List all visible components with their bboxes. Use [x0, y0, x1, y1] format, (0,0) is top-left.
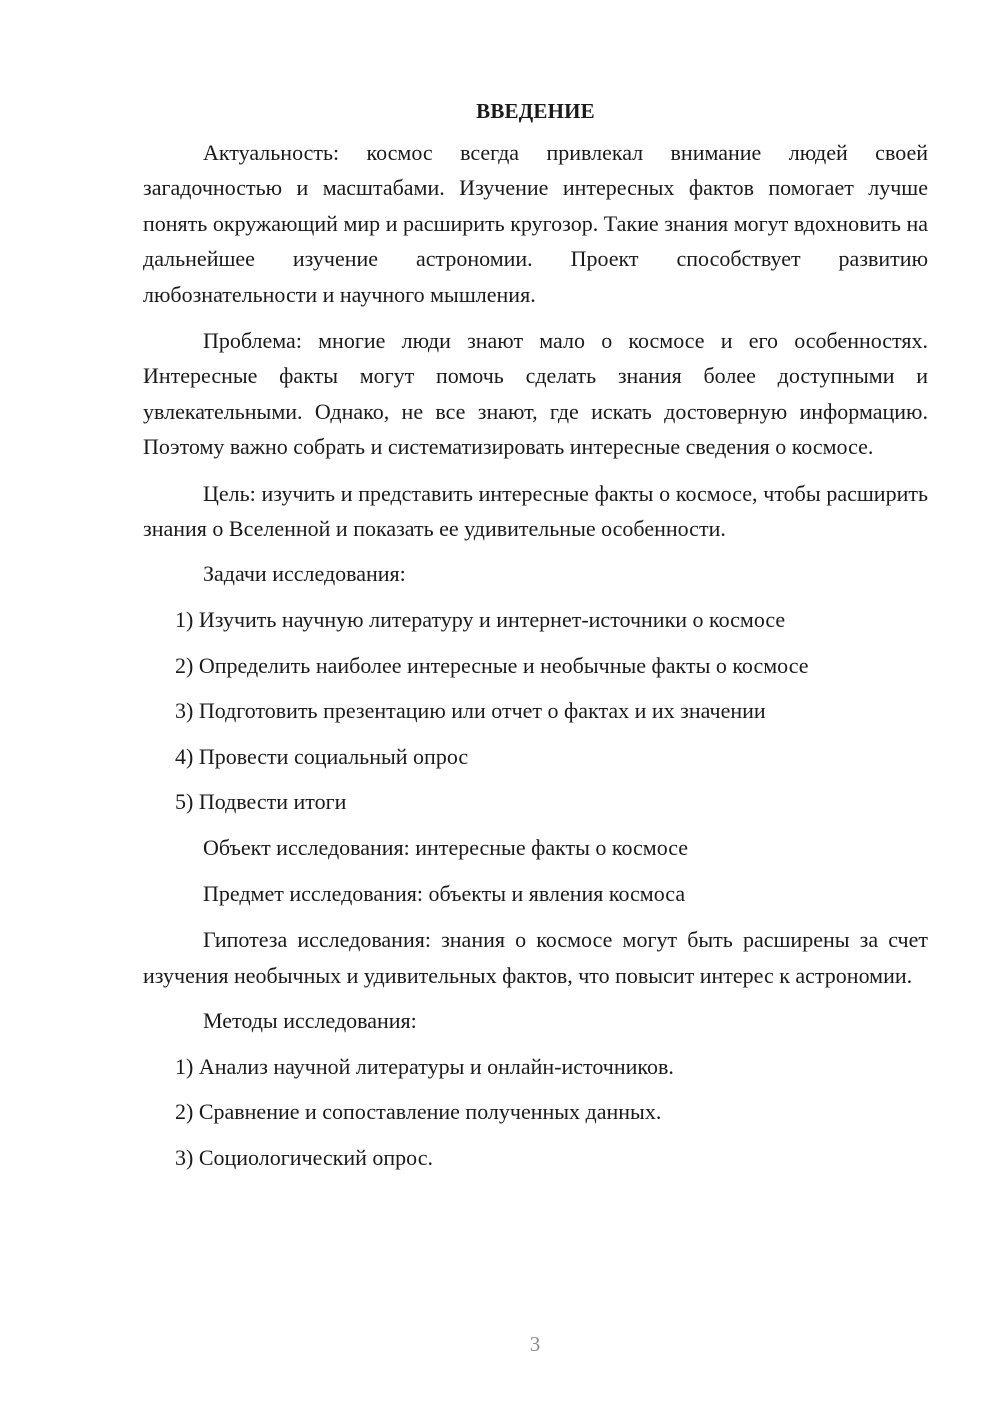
section-heading: ВВЕДЕНИЕ: [476, 99, 595, 123]
task-item: 1) Изучить научную литературу и интернет-источники о космосе: [175, 607, 786, 633]
task-item: 5) Подвести итоги: [175, 789, 347, 815]
methods-title: Методы исследования:: [203, 1008, 417, 1034]
task-item: 4) Провести социальный опрос: [175, 743, 469, 769]
hypothesis-paragraph: Гипотеза исследования: знания о космосе могут быть расширены за счет изучения необычных и удивительных фактов, что повысит интерес к астрономии.: [143, 927, 928, 988]
task-item: 2) Определить наиболее интересные и необычные факты о космосе: [175, 652, 809, 678]
page-content: [143, 94, 928, 1186]
method-item: 1) Анализ научной литературы и онлайн-источников.: [175, 1053, 674, 1079]
goal-paragraph: Цель: изучить и представить интересные факты о космосе, чтобы расширить знания о Вселенной и показать ее удивительные особенности.: [143, 480, 928, 542]
problem-paragraph: Проблема: многие люди знают мало о космосе и его особенностях. Интересные факты могут помочь сделать знания более доступными и увлекательными. Однако, не все знают, где искать достоверную информацию. Поэтому важно собрать и систематизировать интересные сведения о космосе.: [143, 328, 928, 460]
research-subject: Предмет исследования: объекты и явления космоса: [203, 880, 686, 906]
task-item: 3) Подготовить презентацию или отчет о фактах и их значении: [175, 698, 766, 724]
research-object: Объект исследования: интересные факты о космосе: [203, 835, 689, 861]
method-item: 2) Сравнение и сопоставление полученных данных.: [175, 1099, 662, 1125]
relevance-paragraph: Актуальность: космос всегда привлекал внимание людей своей загадочностью и масштабами. Изучение интересных фактов помогает лучше понять окружающий мир и расширить кругозор. Такие знания могут вдохновить на дальнейшее изучение астрономии. Проект способствует развитию любознательности и научного мышления.: [143, 140, 928, 307]
tasks-title: Задачи исследования:: [203, 561, 406, 587]
page-number: 3: [529, 1332, 541, 1356]
method-item: 3) Социологический опрос.: [175, 1144, 433, 1170]
